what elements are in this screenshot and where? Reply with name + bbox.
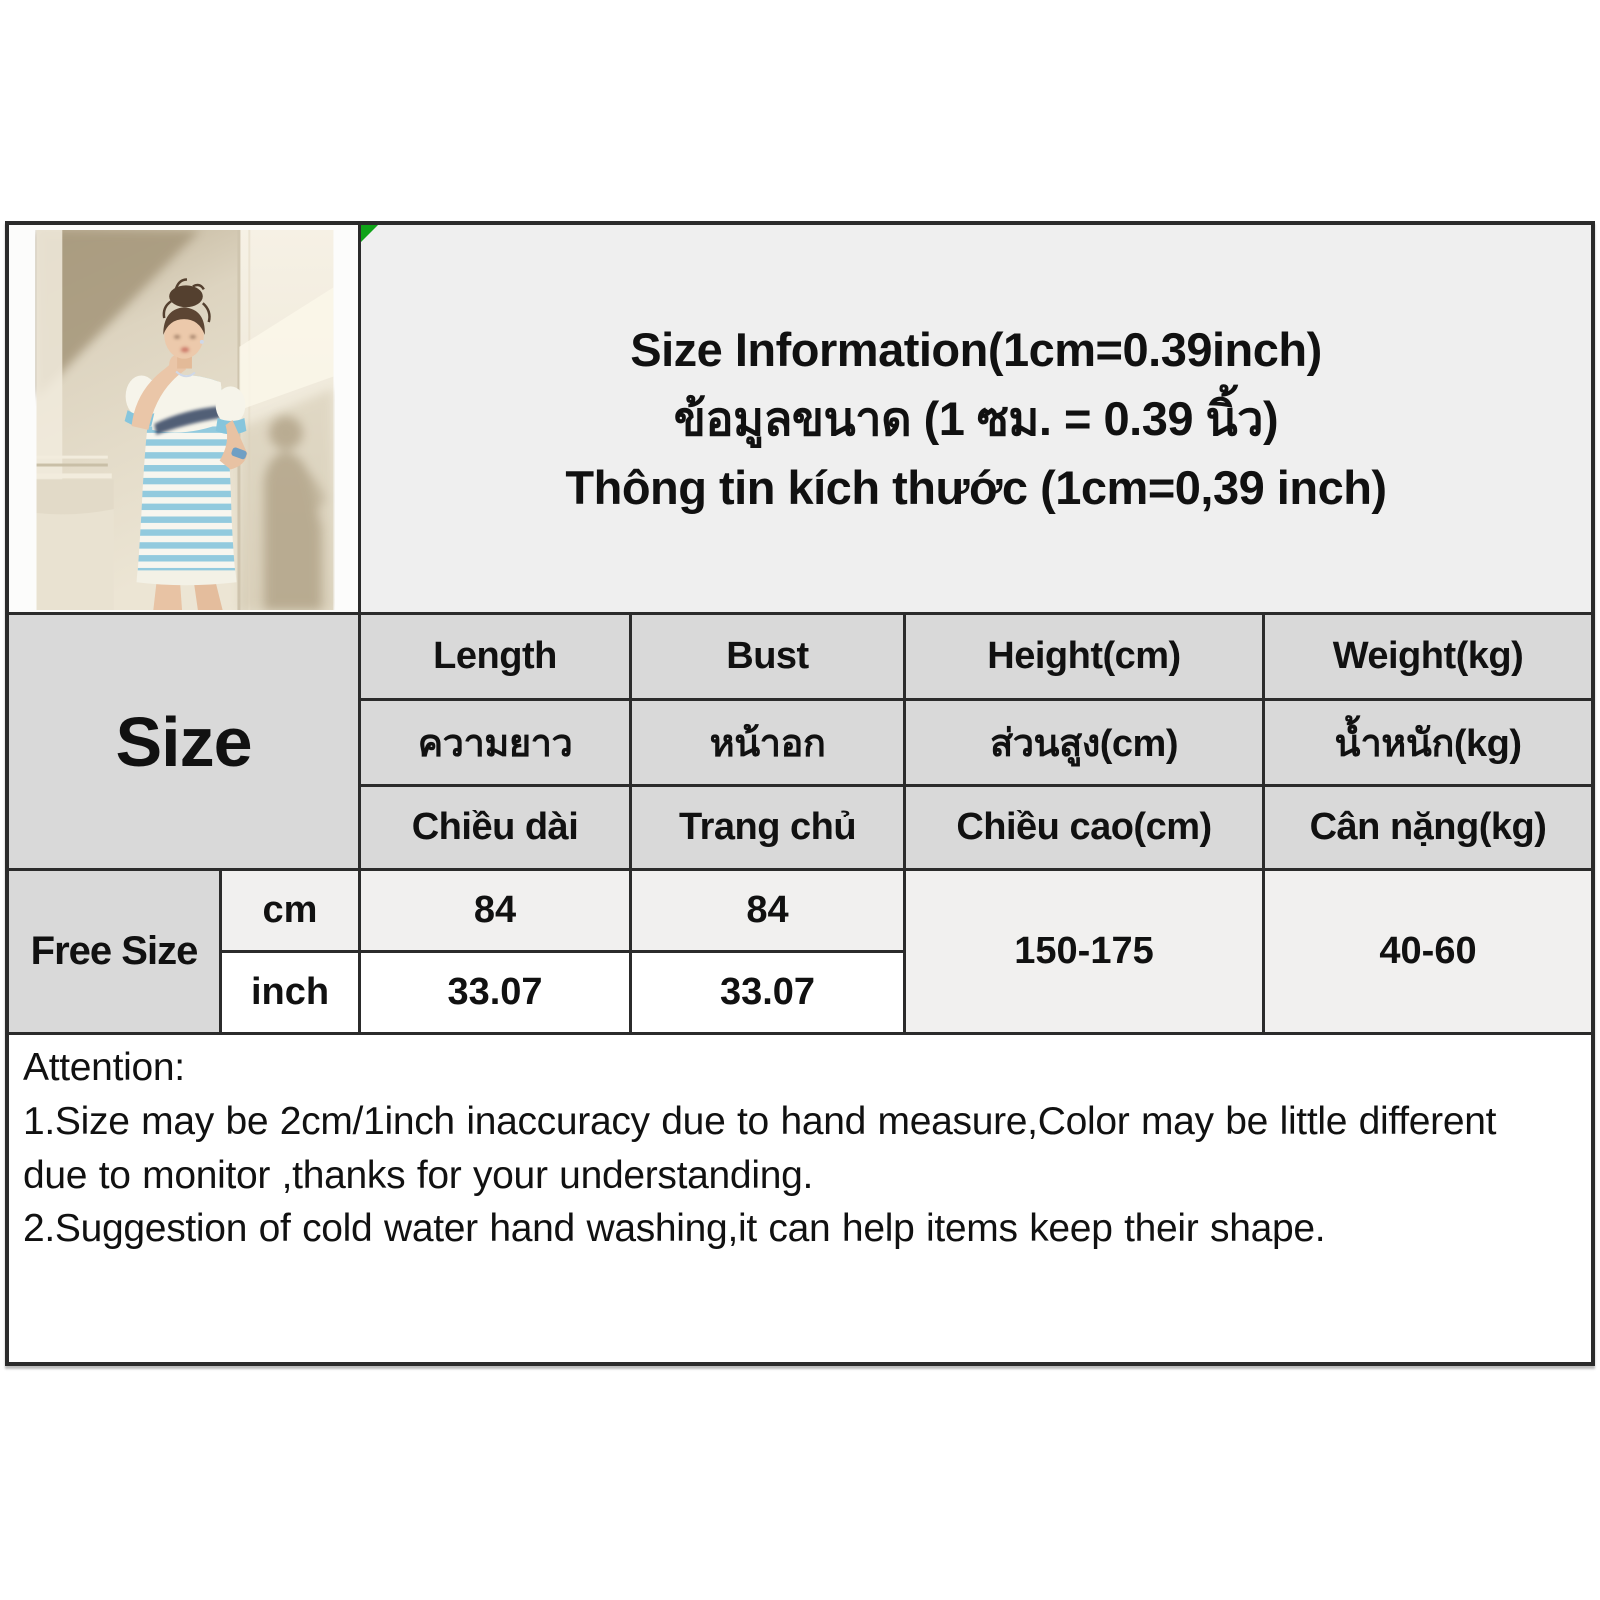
size-info-title-en: Size Information(1cm=0.39inch): [630, 323, 1322, 376]
unit-cell-cm: cm: [222, 871, 358, 950]
size-chart-table: [5, 221, 1595, 1366]
attention-section: [9, 1035, 1591, 1362]
attention-note-2: 2.Suggestion of cold water hand washing,it can help items keep their shape.: [23, 1207, 1326, 1251]
model-photo-illustration: [35, 230, 335, 610]
size-info-header-cell: [361, 225, 1591, 612]
value-height-range: 150-175: [906, 871, 1262, 1032]
col-header-weight-vi: Cân nặng(kg): [1265, 787, 1591, 868]
value-weight-range: 40-60: [1265, 871, 1591, 1032]
col-header-length-en: Length: [361, 615, 629, 698]
unit-cell-inch: inch: [222, 953, 358, 1032]
value-length-cm: 84: [361, 871, 629, 950]
col-header-height-th: ส่วนสูง(cm): [906, 701, 1262, 784]
size-info-title-th: ข้อมูลขนาด (1 ซม. = 0.39 นิ้ว): [673, 392, 1279, 445]
col-header-weight-en: Weight(kg): [1265, 615, 1591, 698]
col-header-weight-th: น้ำหนัก(kg): [1265, 701, 1591, 784]
col-header-bust-vi: Trang chủ: [632, 787, 903, 868]
value-bust-inch: 33.07: [632, 953, 903, 1032]
size-info-title-vi: Thông tin kích thước (1cm=0,39 inch): [565, 461, 1387, 514]
row-header-free-size: Free Size: [9, 871, 219, 1032]
value-length-inch: 33.07: [361, 953, 629, 1032]
green-corner-flag-icon: [361, 225, 378, 242]
size-corner-cell: Size: [9, 615, 358, 868]
product-photo-cell: [9, 225, 358, 612]
col-header-length-vi: Chiều dài: [361, 787, 629, 868]
col-header-height-vi: Chiều cao(cm): [906, 787, 1262, 868]
attention-note-1: 1.Size may be 2cm/1inch inaccuracy due to hand measure,Color may be little different due to monitor ,thanks for your understanding.: [23, 1099, 1497, 1197]
product-photo: [35, 230, 335, 610]
col-header-height-en: Height(cm): [906, 615, 1262, 698]
col-header-bust-th: หน้าอก: [632, 701, 903, 784]
value-bust-cm: 84: [632, 871, 903, 950]
col-header-length-th: ความยาว: [361, 701, 629, 784]
col-header-bust-en: Bust: [632, 615, 903, 698]
attention-title: Attention:: [23, 1046, 185, 1089]
